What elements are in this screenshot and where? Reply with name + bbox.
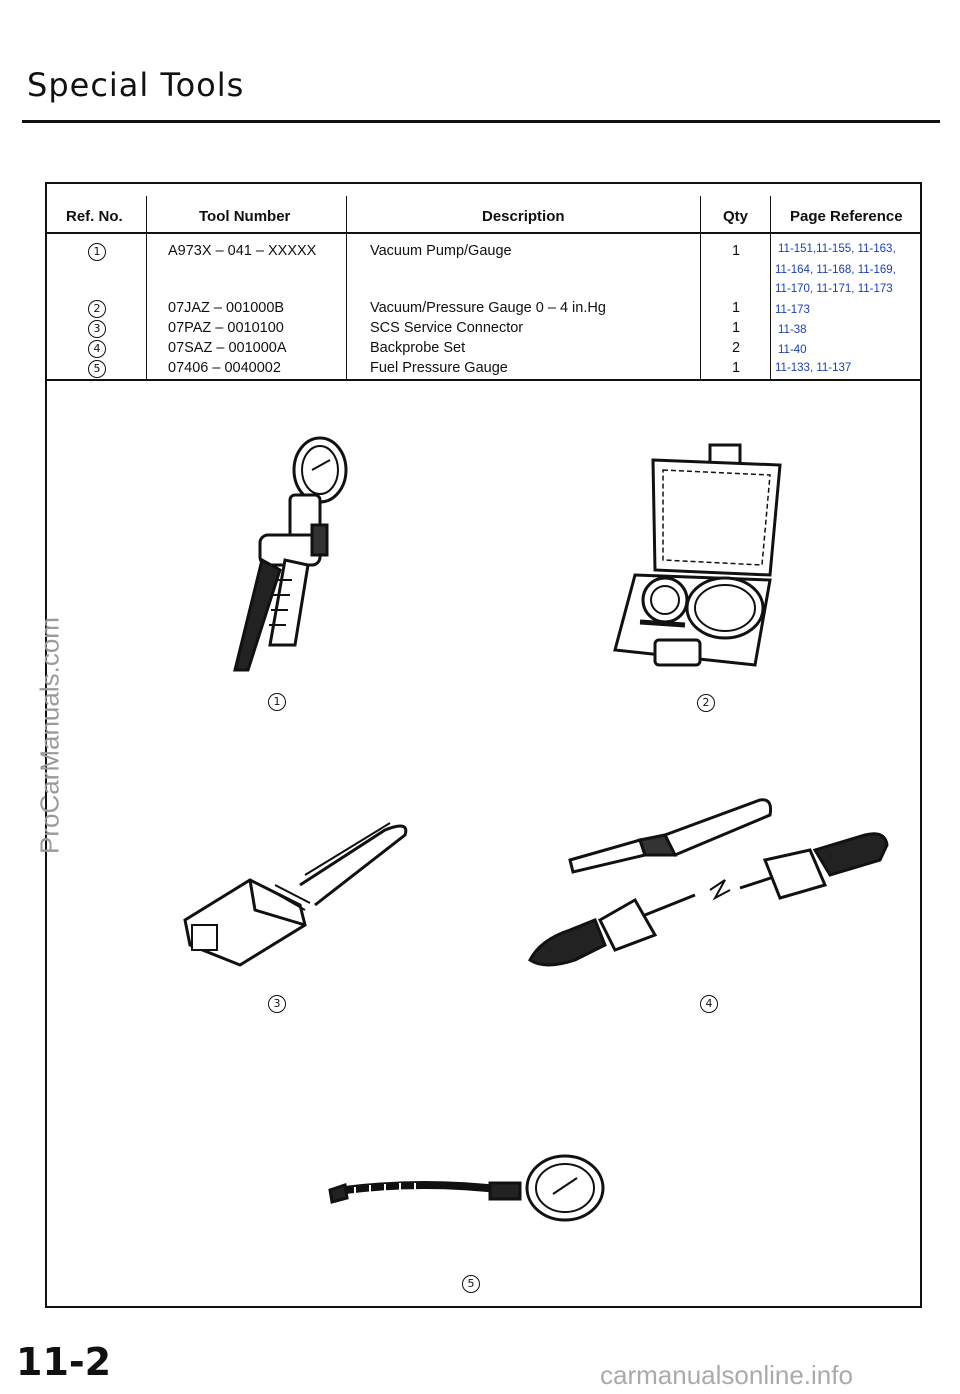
page-reference-link[interactable]: 11-40	[778, 344, 807, 356]
page-reference-link[interactable]: 11-38	[778, 324, 807, 336]
tool-description: Backprobe Set	[370, 340, 466, 356]
tool-description: Vacuum/Pressure Gauge 0 – 4 in.Hg	[370, 300, 606, 316]
ref-number: 1	[88, 243, 106, 261]
page-number: 11-2	[16, 1340, 112, 1384]
page-reference-link[interactable]: 11-133, 11-137	[775, 362, 852, 374]
tool-number: 07JAZ – 001000B	[168, 300, 285, 316]
column-divider	[770, 196, 771, 380]
illustration-callout: 1	[268, 693, 286, 711]
column-divider	[146, 196, 147, 380]
illustration-callout: 5	[462, 1275, 480, 1293]
page-title: Special Tools	[27, 66, 245, 104]
header-rule	[45, 232, 922, 234]
header-ref-no: Ref. No.	[66, 208, 123, 225]
page-reference-link[interactable]: 11-151,11-155, 11-163,	[778, 243, 896, 255]
tool-number: 07406 – 0040002	[168, 360, 281, 376]
page-reference-link[interactable]: 11-170, 11-171, 11-173	[775, 283, 893, 295]
page-reference-link[interactable]: 11-164, 11-168, 11-169,	[775, 264, 896, 276]
tool-number: 07PAZ – 0010100	[168, 320, 284, 336]
tool-description: Vacuum Pump/Gauge	[370, 243, 512, 259]
table-bottom-rule	[45, 379, 922, 381]
fuel-pressure-gauge-illustration	[325, 1150, 615, 1230]
scs-service-connector-illustration	[180, 815, 420, 975]
ref-number: 2	[88, 300, 106, 318]
tool-qty: 1	[732, 243, 741, 259]
ref-number: 5	[88, 360, 106, 378]
ref-number: 4	[88, 340, 106, 358]
tool-qty: 1	[732, 320, 741, 336]
gauge-kit-case-illustration	[605, 440, 795, 680]
watermark-text: ProCarManuals.com	[34, 617, 65, 854]
illustration-callout: 3	[268, 995, 286, 1013]
header-qty: Qty	[723, 208, 749, 225]
title-rule	[22, 120, 940, 123]
tool-description: Fuel Pressure Gauge	[370, 360, 508, 376]
tool-qty: 1	[732, 300, 741, 316]
ref-number: 3	[88, 320, 106, 338]
tool-number: A973X – 041 – XXXXX	[168, 243, 317, 259]
header-description: Description	[482, 208, 565, 225]
page-reference-link[interactable]: 11-173	[775, 304, 810, 316]
tool-qty: 2	[732, 340, 741, 356]
header-page-reference: Page Reference	[790, 208, 903, 225]
tool-qty: 1	[732, 360, 741, 376]
backprobe-set-illustration	[525, 790, 895, 980]
illustration-callout: 4	[700, 995, 718, 1013]
tool-number: 07SAZ – 001000A	[168, 340, 287, 356]
illustration-callout: 2	[697, 694, 715, 712]
vacuum-pump-gauge-illustration	[200, 430, 370, 680]
tool-description: SCS Service Connector	[370, 320, 524, 336]
footer-url: carmanualsonline.info	[600, 1360, 853, 1390]
header-tool-number: Tool Number	[199, 208, 291, 225]
column-divider	[700, 196, 701, 380]
column-divider	[346, 196, 347, 380]
